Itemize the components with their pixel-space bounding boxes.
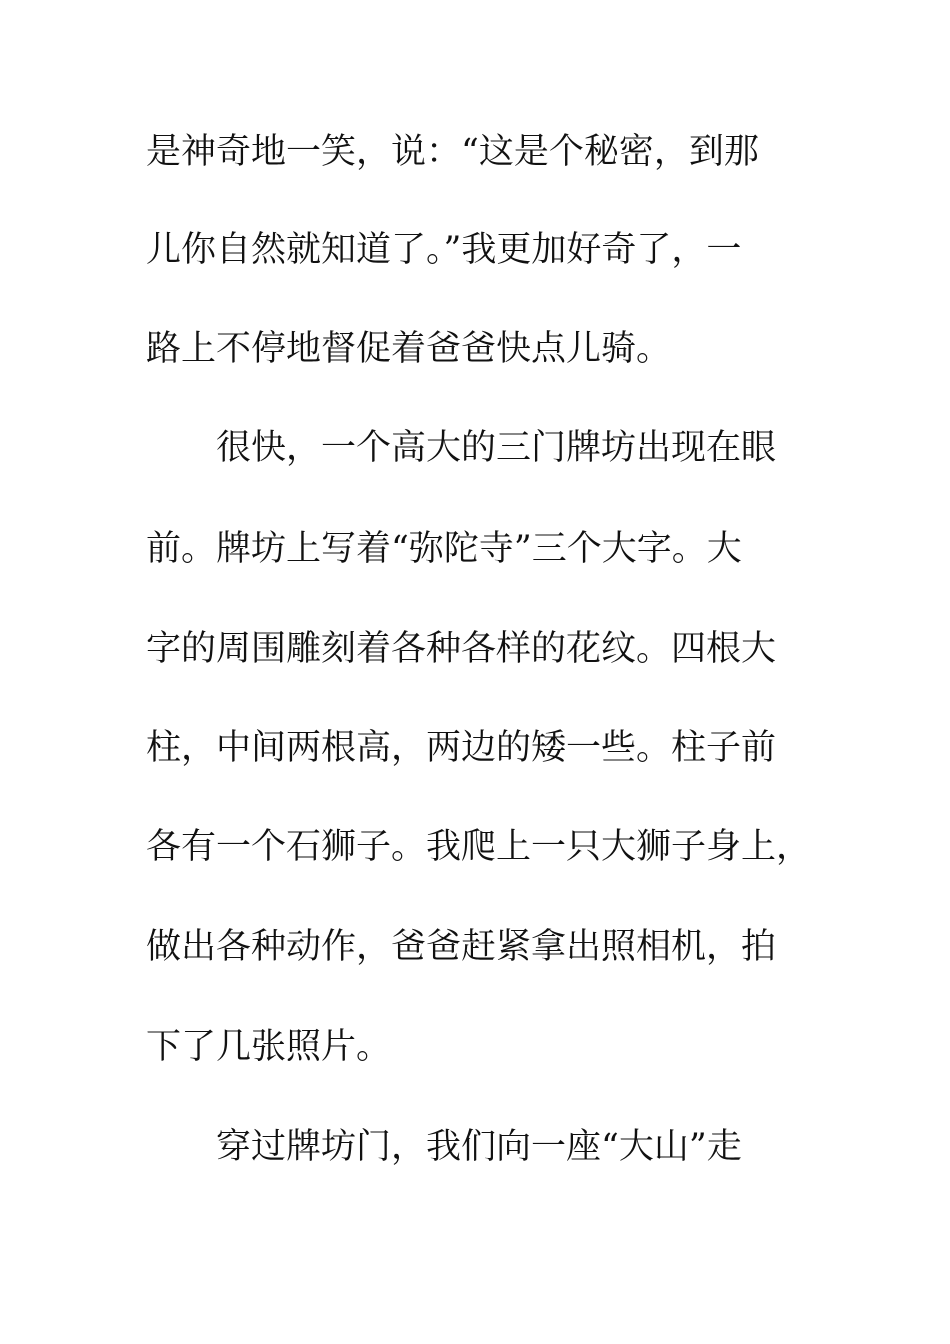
text-line: 字的周围雕刻着各种各样的花纹。四根大	[146, 629, 777, 669]
text-line: 柱，中间两根高，两边的矮一些。柱子前	[146, 728, 777, 768]
text-line: 做出各种动作，爸爸赶紧拿出照相机，拍	[146, 927, 777, 967]
text-line: 下了几张照片。	[146, 1027, 392, 1067]
text-line: 儿你自然就知道了。”我更加好奇了，一	[146, 230, 742, 270]
paragraph-first-line: 很快，一个高大的三门牌坊出现在眼	[216, 428, 777, 468]
text-line: 是神奇地一笑，说：“这是个秘密，到那	[146, 132, 759, 172]
text-line: 路上不停地督促着爸爸快点儿骑。	[146, 329, 672, 369]
text-line: 前。牌坊上写着“弥陀寺”三个大字。大	[146, 529, 742, 569]
text-line: 各有一个石狮子。我爬上一只大狮子身上，	[146, 827, 812, 867]
paragraph-first-line: 穿过牌坊门，我们向一座“大山”走	[216, 1127, 742, 1167]
